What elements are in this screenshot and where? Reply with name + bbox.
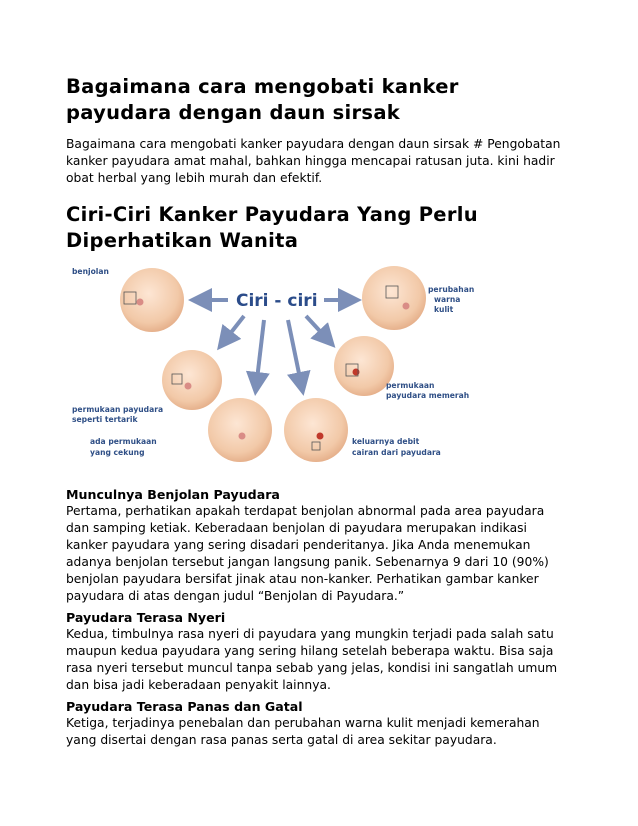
section-benjolan: [66, 486, 571, 605]
section-text: Pertama, perhatikan apakah terdapat benjolan abnormal pada area payudara dan samping ketiak. Keberadaan benjolan di payudara merupakan indikasi kanker payudara yang sering disadari penderitanya. Jika Anda menemukan adanya benjolan tersebut jangan langsung panik. Sebenarnya 9 dari 10 (90%) benjolan payudara bersifat jinak atau non-kanker. Perhatikan gambar kanker payudara di atas dengan judul “Benjolan di Payudara.”: [66, 504, 549, 603]
label-tertarik-2: seperti tertarik: [72, 415, 138, 424]
section-text: Ketiga, terjadinya penebalan dan perubahan warna kulit menjadi kemerahan yang disertai dengan rasa panas serta gatal di area sekitar payudara.: [66, 716, 540, 747]
section-panas-gatal: [66, 698, 571, 749]
breast-benjolan: [120, 268, 184, 332]
section-nyeri: [66, 609, 571, 694]
breast-perubahan-warna: [362, 266, 426, 330]
breast-memerah: [334, 336, 394, 396]
label-cekung-1: ada permukaan: [90, 437, 157, 446]
page-title: Bagaimana cara mengobati kanker payudara dengan daun sirsak: [66, 75, 459, 124]
section-heading: Payudara Terasa Panas dan Gatal: [66, 699, 303, 714]
breast-debit: [284, 398, 348, 462]
ciri-ciri-label: Ciri - ciri: [236, 291, 318, 311]
label-memerah-2: payudara memerah: [386, 391, 470, 400]
label-perubahan-1: perubahan: [428, 285, 475, 294]
section-heading: Payudara Terasa Nyeri: [66, 610, 226, 625]
label-memerah-1: permukaan: [386, 381, 435, 390]
label-cekung-2: yang cekung: [90, 448, 145, 457]
section-heading-ciri: Ciri-Ciri Kanker Payudara Yang Perlu Diperhatikan Wanita: [66, 203, 478, 252]
breast-tertarik: [162, 350, 222, 410]
section-heading: Munculnya Benjolan Payudara: [66, 487, 280, 502]
label-tertarik-1: permukaan payudara: [72, 405, 164, 414]
intro-paragraph: Bagaimana cara mengobati kanker payudara dengan daun sirsak # Pengobatan kanker payudara amat mahal, bahkan hingga mencapai ratusan juta. kini hadir obat herbal yang lebih murah dan efektif.: [66, 137, 561, 185]
label-debit-1: keluarnya debit: [352, 437, 420, 446]
label-debit-2: cairan dari payudara: [352, 448, 441, 457]
section-text: Kedua, timbulnya rasa nyeri di payudara yang mungkin terjadi pada salah satu maupun kedua payudara yang sering hilang setelah beberapa waktu. Bisa saja rasa nyeri tersebut muncul tanpa sebab yang jelas, kondisi ini sangatlah umum dan bisa jadi keberadaan penyakit lainnya.: [66, 627, 558, 692]
breast-cekung: [208, 398, 272, 462]
breast-cancer-signs-diagram: [66, 262, 475, 470]
label-benjolan: benjolan: [72, 267, 109, 276]
label-perubahan-2: warna: [434, 295, 461, 304]
label-perubahan-3: kulit: [434, 305, 454, 314]
